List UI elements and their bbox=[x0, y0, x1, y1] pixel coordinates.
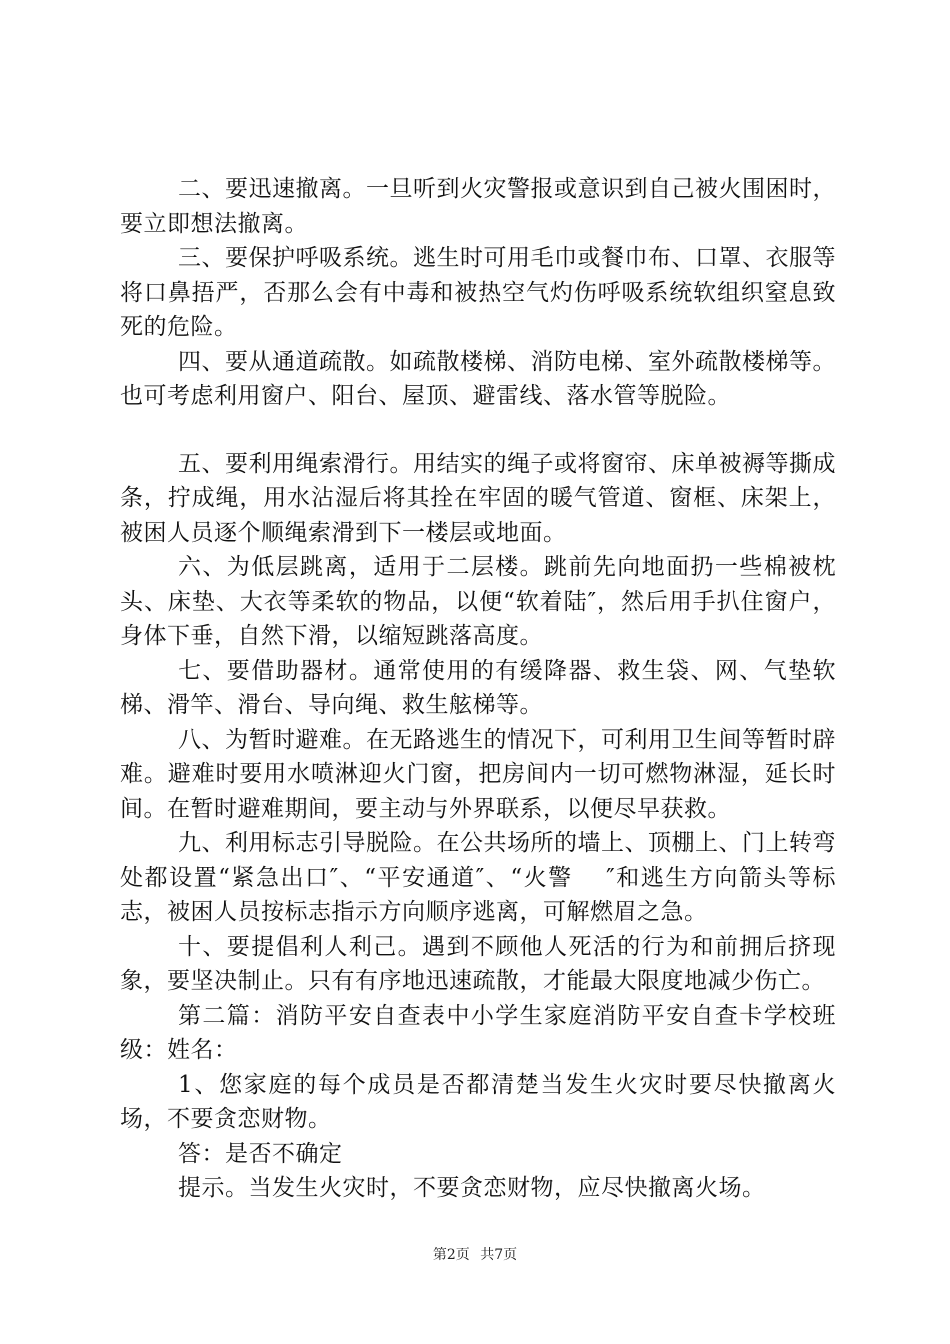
paragraph-5: 五、要利用绳索滑行。用结实的绳子或将窗帘、床单被褥等撕成条，拧成绳，用水沾湿后将其拴在牢固的暖气管道、窗框、床架上，被困人员逐个顺绳索滑到下一楼层或地面。 bbox=[120, 450, 836, 546]
section-heading: 第二篇：消防平安自查表中小学生家庭消防平安自查卡学校班级：姓名： bbox=[120, 1002, 836, 1063]
paragraph-7: 七、要借助器材。通常使用的有缓降器、救生袋、网、气垫软梯、滑竿、滑台、导向绳、救生舷梯等。 bbox=[120, 657, 836, 718]
paragraph-8: 八、为暂时避难。在无路逃生的情况下，可利用卫生间等暂时辟难。避难时要用水喷淋迎火门窗，把房间内一切可燃物淋湿，延长时间。在暂时避难期间，要主动与外界联系，以便尽早获救。 bbox=[120, 726, 836, 822]
paragraph-6: 六、为低层跳离，适用于二层楼。跳前先向地面扔一些棉被枕头、床垫、大衣等柔软的物品，以便“软着陆″，然后用手扒住窗户，身体下垂，自然下滑，以缩短跳落高度。 bbox=[120, 554, 836, 649]
paragraph-9: 九、利用标志引导脱险。在公共场所的墙上、顶棚上、门上转弯处都设置“紧急出口″、“平安通道″、“火警 ″和逃生方向箭头等标志，被困人员按标志指示方向顺序逃离，可解燃眉之急。 bbox=[120, 830, 836, 925]
page-number: 第2页 bbox=[432, 1247, 470, 1263]
question-1: 1、您家庭的每个成员是否都清楚当发生火灾时要尽快撤离火场，不要贪恋财物。 bbox=[120, 1071, 836, 1132]
paragraph-2: 二、要迅速撤离。一旦听到火灾警报或意识到自己被火围困时，要立即想法撤离。 bbox=[120, 176, 836, 237]
paragraph-10: 十、要提倡利人利己。遇到不顾他人死活的行为和前拥后挤现象，要坚决制止。只有有序地迅速疏散，才能最大限度地减少伤亡。 bbox=[120, 933, 836, 994]
answer-options: 答：是否不确定 bbox=[178, 1140, 343, 1167]
page-footer bbox=[0, 1244, 950, 1264]
hint-text: 提示。当发生火灾时，不要贪恋财物，应尽快撤离火场。 bbox=[178, 1175, 766, 1201]
paragraph-3: 三、要保护呼吸系统。逃生时可用毛巾或餐巾布、口罩、衣服等将口鼻捂严，否那么会有中毒和被热空气灼伤呼吸系统软组织窒息致死的危险。 bbox=[120, 245, 836, 340]
total-pages: 共7页 bbox=[480, 1247, 518, 1263]
document-body bbox=[120, 172, 836, 1206]
paragraph-4: 四、要从通道疏散。如疏散楼梯、消防电梯、室外疏散楼梯等。也可考虑利用窗户、阳台、屋顶、避雷线、落水管等脱险。 bbox=[120, 348, 836, 409]
